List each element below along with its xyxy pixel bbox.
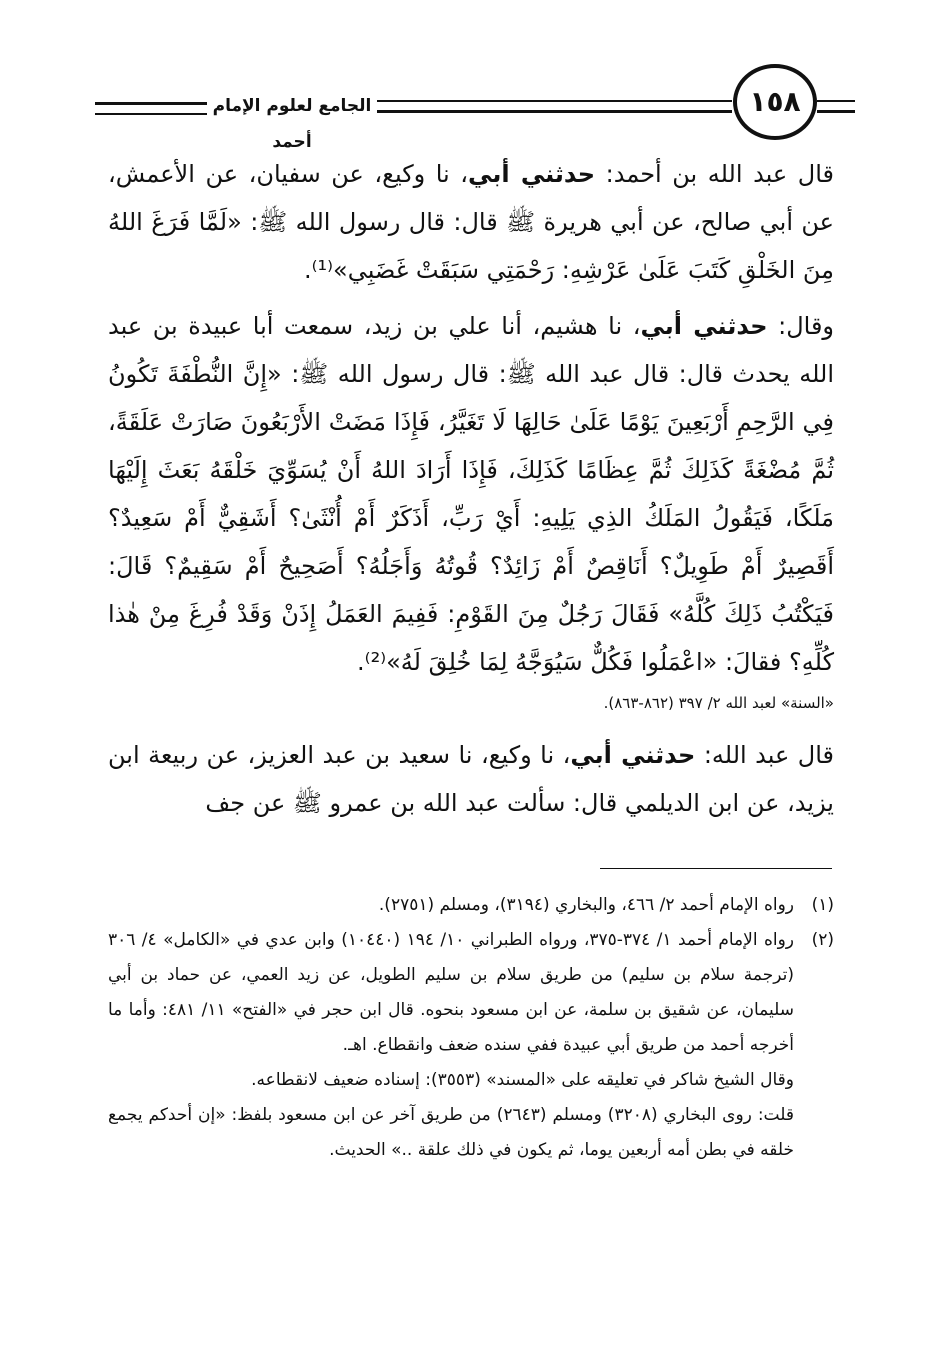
paragraph-2-bold: حدثني أبي — [640, 312, 768, 340]
running-title: الجامع لعلوم الإمام أحمد — [207, 88, 377, 124]
paragraph-2-body: ، نا هشيم، أنا علي بن زيد، سمعت أبا عبيدة بن عبد الله يحدث قال: قال عبد الله ﷺ: قال رسول الله ﷺ: «إِنَّ النُّطْفَةَ تَكُونُ فِي الرَّحِمِ أَرْبَعِينَ يَوْمًا عَلَىٰ حَالِهَا لَا تَغَيَّرُ، فَإِذَا مَضَتْ الأَرْبَعُونَ صَارَتْ عَلَقَةً، ثُمَّ مُضْغَةً كَذَلِكَ ثُمَّ عِظَامًا كَذَلِكَ، فَإِذَا أَرَادَ اللهُ أَنْ يُسَوِّيَ خَلْقَهُ بَعَثَ إِلَيْهَا مَلَكًا، فَيَقُولُ المَلَكُ الذِي يَلِيهِ: أَيْ رَبِّ، أَذَكَرٌ أَمْ أُنْثَىٰ؟ أَشَقِيٌّ أَمْ سَعِيدٌ؟ أَقَصِيرٌ أَمْ طَوِيلٌ؟ أَنَاقِصٌ أَمْ زَائِدٌ؟ قُوتُهُ وَأَجَلُهُ؟ أَصَحِيحٌ أَمْ سَقِيمٌ؟ قَالَ: فَيَكْتُبُ ذَلِكَ كُلَّهُ» فَقَالَ رَجُلٌ مِنَ القَوْمِ: فَفِيمَ العَمَلُ إِذَنْ وَقَدْ فُرِغَ مِنْ هٰذا كُلِّهِ؟ فقالَ: «اعْمَلُوا فَكُلٌّ سَيُوَجَّهُ لِمَا خُلِقَ لَهُ»⁽²⁾. — [108, 312, 834, 676]
source-reference: «السنة» لعبد الله ٢/ ٣٩٧ (٨٦٢-٨٦٣). — [603, 694, 834, 712]
paragraph-2 — [108, 302, 834, 686]
footnote-2 — [108, 923, 834, 1063]
paragraph-1-intro: قال عبد الله بن أحمد: — [595, 160, 835, 188]
header-rule-right — [817, 100, 855, 113]
paragraph-3 — [108, 731, 834, 827]
page-number: ١٥٨ — [733, 64, 817, 140]
footnote-separator — [600, 868, 832, 869]
main-text — [108, 150, 834, 827]
footnote-1-text: رواه الإمام أحمد ٢/ ٤٦٦، والبخاري (٣١٩٤)، ومسلم (٢٧٥١). — [378, 895, 794, 915]
footnote-1 — [108, 888, 834, 923]
paragraph-2-intro: وقال: — [767, 312, 835, 340]
page-header — [95, 58, 855, 152]
footnote-1-number: (١) — [811, 895, 834, 915]
paragraph-3-intro: قال عبد الله: — [695, 741, 835, 769]
paragraph-1-body: ، نا وكيع، عن سفيان، عن الأعمش، عن أبي صالح، عن أبي هريرة ﷺ قال: قال رسول الله ﷺ: «لَمَّا فَرَغَ اللهُ مِنَ الخَلْقِ كَتَبَ عَلَىٰ عَرْشِهِ: رَحْمَتِي سَبَقَتْ غَضَبِي»⁽¹⁾. — [108, 160, 834, 284]
paragraph-1-bold: حدثني أبي — [468, 160, 596, 188]
footnote-2-note-author: قلت: روى البخاري (٣٢٠٨) ومسلم (٢٦٤٣) من طريق آخر عن ابن مسعود بلفظ: «إن أحدكم يجمع خلقه في بطن أمه أربعين يوما، ثم يكون في ذلك علقة ..» الحديث. — [108, 1105, 795, 1160]
footnote-2-note-shakir: وقال الشيخ شاكر في تعليقه على «المسند» (٣٥٥٣): إسناده ضعيف لانقطاعه. — [251, 1070, 794, 1090]
footnote-2-number: (٢) — [811, 930, 834, 950]
header-rule-middle — [377, 100, 732, 113]
footnotes — [108, 888, 834, 1168]
paragraph-3-body: ، نا وكيع، نا سعيد بن عبد العزيز، عن ربيعة ابن يزيد، عن ابن الديلمي قال: سألت عبد الله بن عمرو ﷺ عن جف — [108, 741, 834, 817]
paragraph-3-bold: حدثني أبي — [570, 741, 696, 769]
paragraph-1 — [108, 150, 834, 294]
footnote-2-text: رواه الإمام أحمد ١/ ٣٧٤-٣٧٥، ورواه الطبراني ١٠/ ١٩٤ (١٠٤٤٠) وابن عدي في «الكامل» ٤/ ٣٠٦ (ترجمة سلام بن سليم) من طريق سلام بن سليم الطويل، عن زيد العمي، عن حماد بن أبي سليمان، عن شقيق بن سلمة، عن ابن مسعود بنحوه. قال ابن حجر في «الفتح» ١١/ ٤٨١: وأما ما أخرجه أحمد من طريق أبي عبيدة ففي سنده ضعف وانقطاع. اهـ. — [108, 930, 795, 1055]
